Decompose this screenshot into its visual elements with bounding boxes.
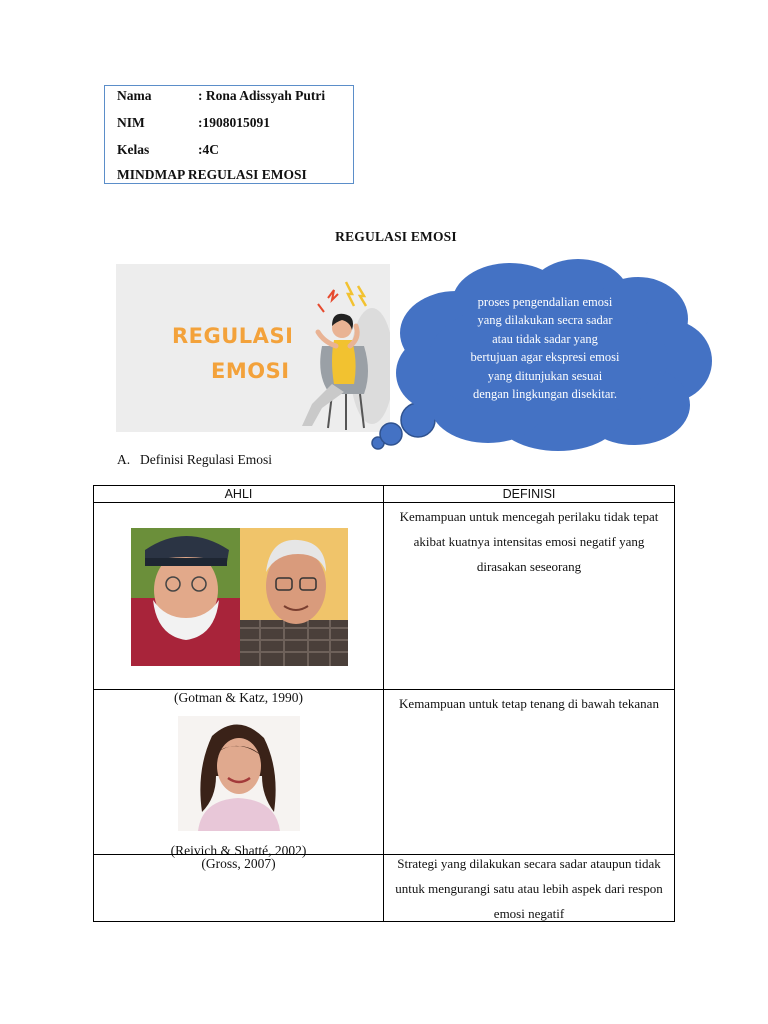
nim-row (117, 115, 270, 131)
citation-gross: (Gross, 2007) (201, 856, 276, 871)
definition-table (93, 485, 675, 922)
cloud-line: proses pengendalian emosi (477, 295, 613, 309)
class-value: :4C (198, 142, 219, 157)
section-letter: A. (117, 452, 131, 467)
expert-photo-katz (240, 528, 348, 666)
definition-text-1: Kemampuan untuk mencegah perilaku tidak tepat akibat kuatnya intensitas emosi negatif yang dirasakan seseorang (399, 509, 659, 574)
class-row (117, 142, 219, 158)
regulasi-emosi-banner (116, 264, 390, 432)
definition-text-3: Strategi yang dilakukan secara sadar ataupun tidak untuk mengurangi satu atau lebih aspek dari respon emosi negatif (395, 856, 663, 921)
cloud-line: dengan lingkungan disekitar. (472, 387, 618, 402)
table-row-2-definisi (383, 689, 675, 855)
name-value: : Rona Adissyah Putri (198, 88, 326, 103)
table-row-1-ahli (93, 502, 384, 705)
class-label: Kelas (117, 142, 150, 157)
definition-text-2: Kemampuan untuk tetap tenang di bawah tekanan (399, 696, 659, 711)
header-ahli: AHLI (93, 485, 384, 503)
table-row-3-ahli (93, 854, 384, 922)
banner-word-1: REGULASI (172, 324, 294, 348)
table-row-3-definisi (383, 854, 675, 922)
cloud-line: atau tidak sadar yang (492, 331, 598, 346)
citation-gottman-katz: (Gotman & Katz, 1990) (174, 690, 303, 705)
cloud-line: yang ditunjukan sesuai (487, 368, 603, 383)
expert-photo-gottman (131, 528, 241, 666)
name-row (117, 88, 326, 104)
nim-label: NIM (117, 115, 145, 130)
section-heading-text: Definisi Regulasi Emosi (140, 452, 272, 467)
citation-reivich-shatte: (Reivich & Shatté, 2002) (170, 843, 307, 858)
nim-value: :1908015091 (198, 115, 270, 130)
page-title: REGULASI EMOSI (335, 229, 457, 244)
cloud-line: bertujuan agar ekspresi emosi (470, 350, 620, 365)
banner-word-2: EMOSI (211, 359, 290, 383)
table-row-2-ahli (93, 689, 384, 858)
expert-photo-reivich (178, 716, 300, 831)
table-row-1-definisi (383, 502, 675, 690)
header-definisi: DEFINISI (383, 485, 675, 503)
section-heading (117, 452, 272, 468)
cloud-line: yang dilakukan secra sadar (477, 313, 613, 328)
name-label: Nama (117, 88, 152, 103)
cloud-definition (440, 293, 650, 403)
subject-line: MINDMAP REGULASI EMOSI (117, 167, 307, 182)
student-info-box (104, 85, 354, 184)
